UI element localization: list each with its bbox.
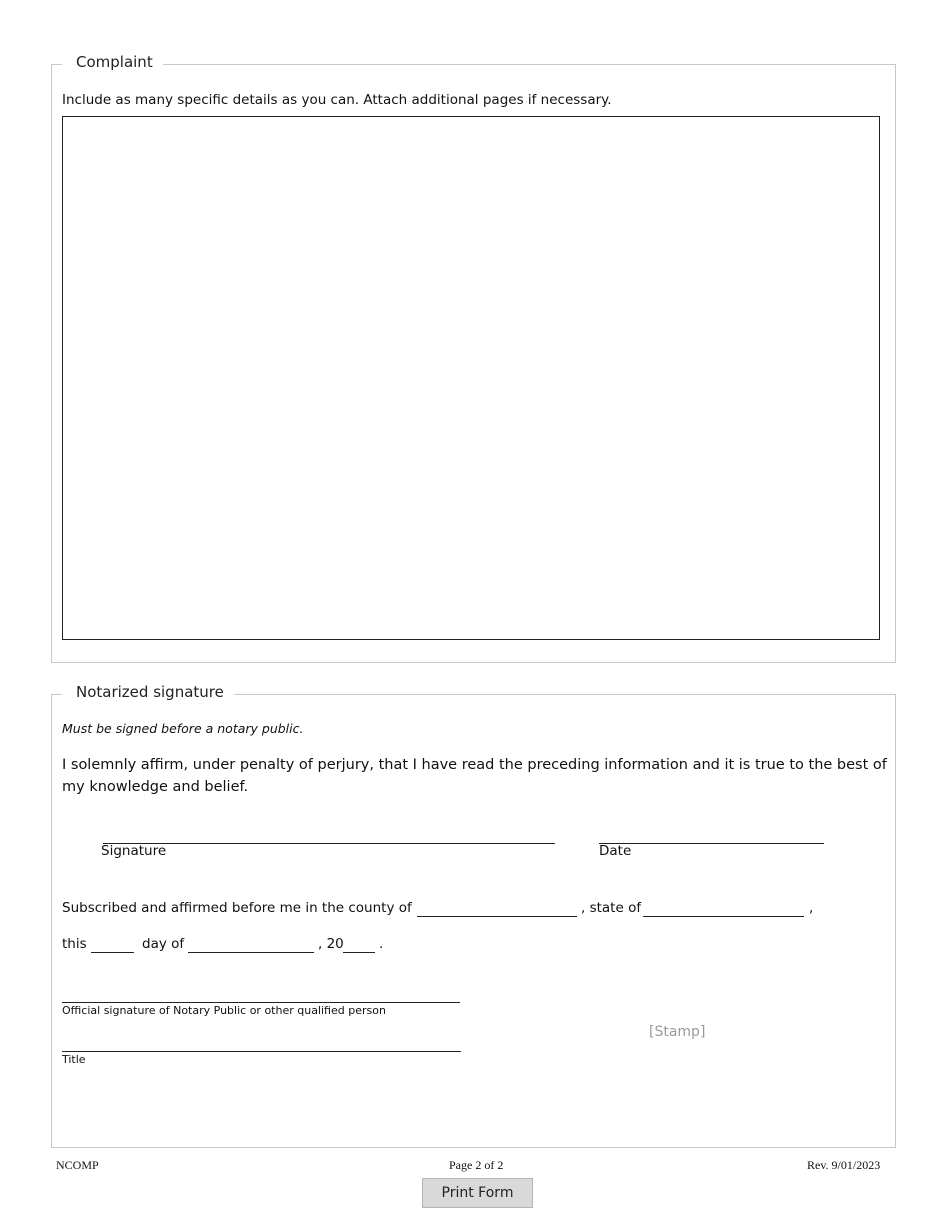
notary-note: Must be signed before a notary public. [62,721,304,736]
form-code: NCOMP [56,1158,99,1172]
page-number: Page 2 of 2 [449,1158,504,1172]
print-form-button[interactable]: Print Form [422,1178,533,1208]
official-signature-field[interactable] [62,986,460,1003]
notarized-signature-legend: Notarized signature [62,683,234,701]
year-prefix-text: , 20 [318,936,344,952]
year-field[interactable] [343,936,375,953]
county-field[interactable] [417,900,577,917]
complaint-legend: Complaint [62,53,163,71]
revision-date: Rev. 9/01/2023 [807,1158,881,1172]
complaint-details-textarea[interactable] [62,116,880,640]
signature-field[interactable] [103,827,555,844]
official-signature-label: Official signature of Notary Public or other qualified person [62,1004,386,1017]
month-field[interactable] [188,936,314,953]
signature-label: Signature [101,843,167,859]
affirmation-text-line2: my knowledge and belief. [62,779,249,795]
period-text: . [379,936,384,952]
state-field[interactable] [643,900,804,917]
complaint-instructions: Include as many specific details as you can. Attach additional pages if necessary. [62,92,612,108]
date-field[interactable] [599,827,824,844]
subscribed-text: Subscribed and affirmed before me in the county of [62,900,412,916]
affirmation-text-line1: I solemnly affirm, under penalty of perjury, that I have read the preceding information and it is true to the best of [62,757,887,773]
title-field[interactable] [62,1035,461,1052]
day-field[interactable] [91,936,134,953]
title-label: Title [62,1053,86,1066]
day-of-text: day of [142,936,185,952]
state-text: , state of [581,900,642,916]
this-text: this [62,936,87,952]
state-comma: , [809,900,814,916]
stamp-placeholder: [Stamp] [649,1024,706,1040]
date-label: Date [599,843,632,859]
